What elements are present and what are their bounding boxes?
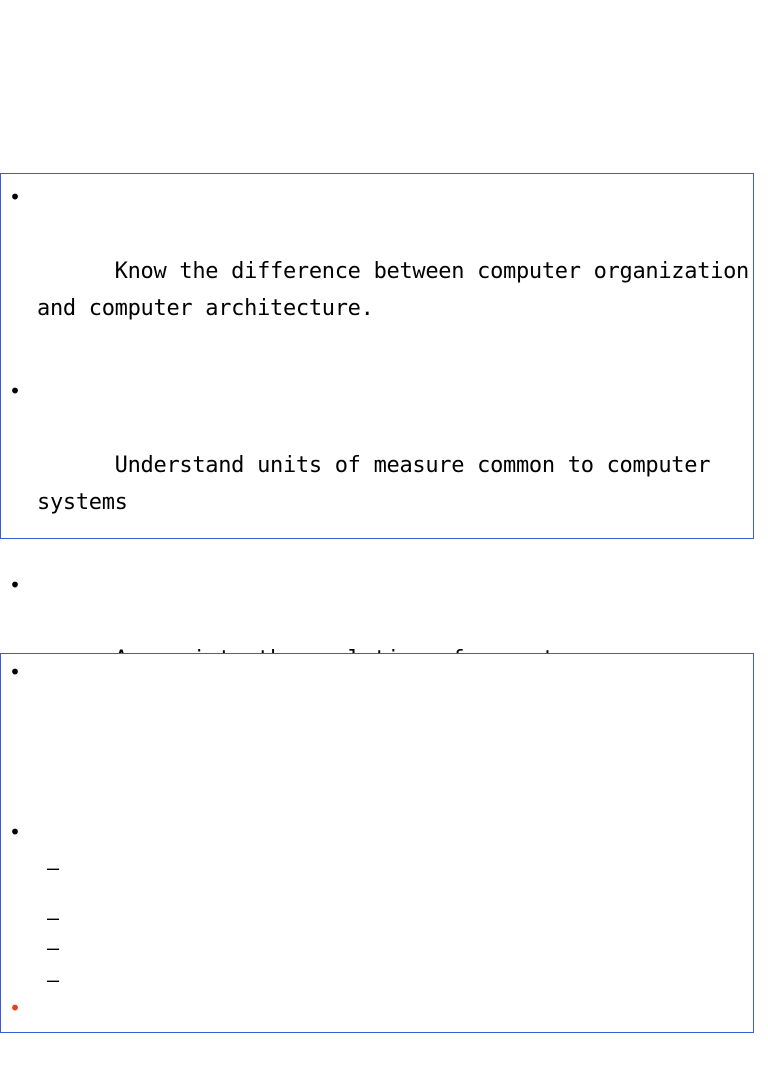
objectives-box	[0, 173, 762, 597]
list-item	[1, 373, 753, 558]
dash-icon: –	[47, 906, 60, 930]
bullet-icon: •	[9, 185, 21, 209]
list-item-text: Know the difference between computer organization and computer architecture.	[37, 259, 762, 321]
dash-icon: –	[47, 856, 60, 880]
list-item-text: Understand units of measure common to computer systems	[37, 453, 724, 515]
dash-icon: –	[47, 936, 60, 960]
bullet-icon: •	[9, 820, 22, 844]
red-bullet-icon: •	[9, 996, 22, 1020]
bullet-icon: •	[9, 660, 22, 684]
bullet-icon: •	[9, 573, 21, 597]
dash-icon: –	[47, 968, 60, 992]
second-content-box	[0, 653, 754, 1033]
list-item	[1, 179, 762, 364]
bullet-icon: •	[9, 379, 21, 403]
